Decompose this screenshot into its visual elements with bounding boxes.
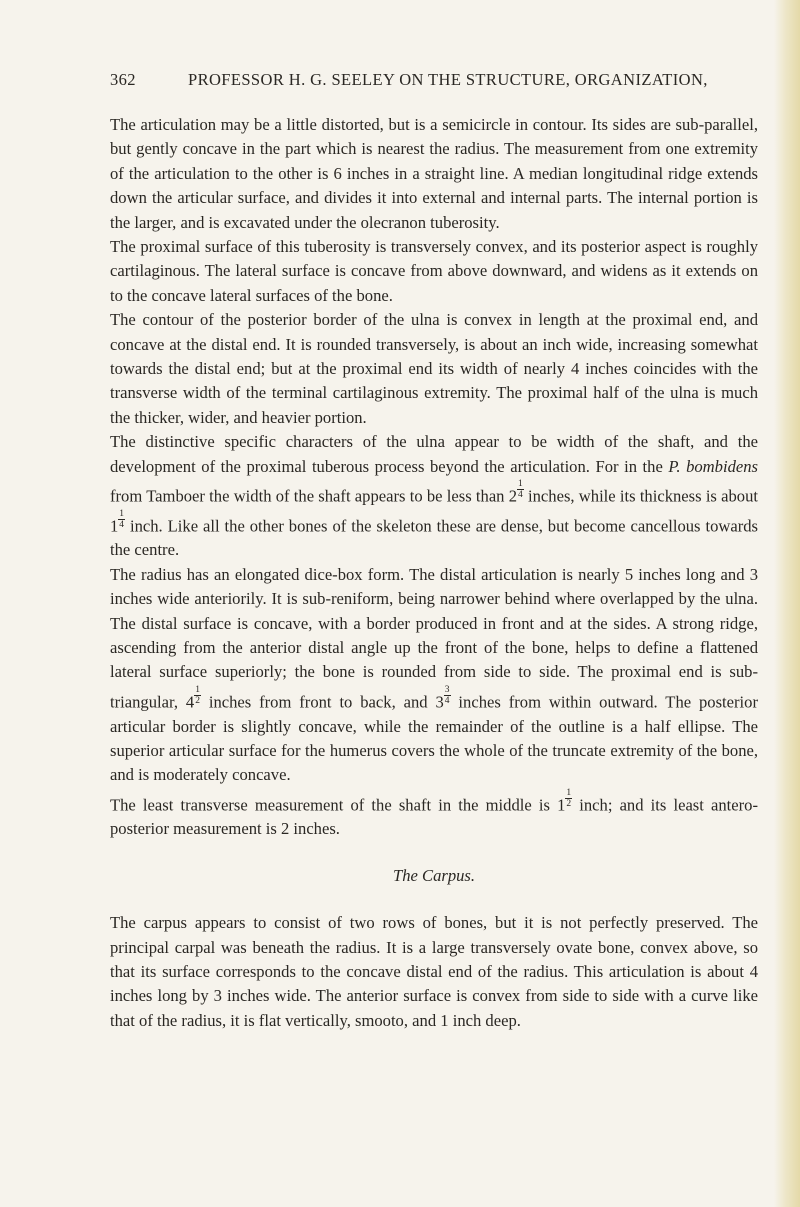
paragraph-text: inch; and its least antero-posterior measurement is 2 inches. [110,795,758,839]
paragraph-text: from Tamboer the width of the shaft appears to be less than 2 [110,486,518,506]
paragraph-proximal-surface [110,235,758,308]
fraction-denominator: 4 [518,490,523,501]
paragraph-text: The radius has an elongated dice-box form. The distal articulation is nearly 5 inches long and 3 inches wide anteriorily. It is sub-reniform, being narrower behind where overlapped by the ulna. The distal surface is concave, with a border produced in front and at the sides. A strong ridge, ascending from the anterior distal angle up the front of the bone, helps to define a flattened lateral surface superiorly; the bone is rounded from side to side. The proximal end is sub-triangular, 4 [110,564,758,712]
paragraph-shaft-measurement [110,788,758,842]
paragraph-carpus [110,911,758,1033]
paragraph-text: inch. Like all the other bones of the skeleton these are dense, but become cancellous towards the centre. [110,516,758,560]
paragraph-text: The carpus appears to consist of two rows of bones, but it is not perfectly preserved. The principal carpal was beneath the radius. It is a large transversely ovate bone, convex above, so that its surface corresponds to the concave distal end of the radius. This articulation is about 4 inches long by 3 inches wide. The anterior surface is convex from side to side with a curve like that of the radius, it is flat vertically, smooto, and 1 inch deep. [110,913,758,1030]
fraction-numerator: 1 [518,479,523,490]
fraction [194,685,201,706]
paragraph-text: The contour of the posterior border of the ulna is convex in length at the proximal end, and concave at the distal end. It is rounded transversely, is about an inch wide, increasing somewhat towards the distal end; but at the proximal end its width of nearly 4 inches coincides with the transverse width of the terminal cartilaginous extremity. The proximal half of the ulna is much the thicker, wider, and heavier portion. [110,310,758,427]
running-head [110,68,750,92]
paragraph-text: inches from within outward. The posterior articular border is slightly concave, while the remainder of the outline is a half ellipse. The superior articular surface for the humerus covers the whole of the truncate extremity of the bone, and is moderately concave. [110,692,758,785]
paragraph-radius [110,563,758,788]
paragraph-text: inches, while its thickness is about 1 [110,486,758,536]
fraction-numerator: 3 [444,684,450,695]
paragraph-articulation [110,113,758,235]
fraction-denominator: 4 [444,695,450,706]
paragraph-text: inches from front to back, and 3 [200,692,444,712]
paragraph-specific-characters [110,430,758,563]
fraction-numerator: 1 [119,508,125,519]
fraction-numerator: 1 [195,684,200,695]
paragraph-text: The least transverse measurement of the shaft in the middle is 1 [110,795,566,815]
fraction-numerator: 1 [566,787,572,798]
fraction-denominator: 4 [119,519,125,530]
fraction [444,685,451,706]
paragraph-text: The distinctive specific characters of the ulna appear to be width of the shaft, and the development of the proximal tuberous process beyond the articulation. For in the [110,432,758,476]
running-title: PROFESSOR H. G. SEELEY ON THE STRUCTURE, ORGANIZATION, [188,70,708,89]
fraction [517,479,524,500]
taxon-name: P. bombidens [668,456,758,476]
fraction-denominator: 2 [195,695,200,706]
page-number: 362 [110,70,136,89]
paragraph-text: The proximal surface of this tuberosity is transversely convex, and its posterior aspect is roughly cartilaginous. The lateral surface is concave from above downward, and widens as it extends on to the concave lateral surfaces of the bone. [110,237,758,305]
paragraph-text: The articulation may be a little distorted, but is a semicircle in contour. Its sides are sub-parallel, but gently concave in the part which is nearest the radius. The measurement from one extremity of the articulation to the other is 6 inches in a straight line. A median longitudinal ridge extends down the articular surface, and divides it into external and internal parts. The internal portion is the larger, and is excavated under the olecranon tuberosity. [110,115,758,232]
fraction-denominator: 2 [566,798,572,809]
section-heading: The Carpus. [392,865,476,885]
page-edge-discoloration [774,0,800,1207]
paragraph-posterior-border [110,308,758,430]
body-text [110,113,758,1033]
